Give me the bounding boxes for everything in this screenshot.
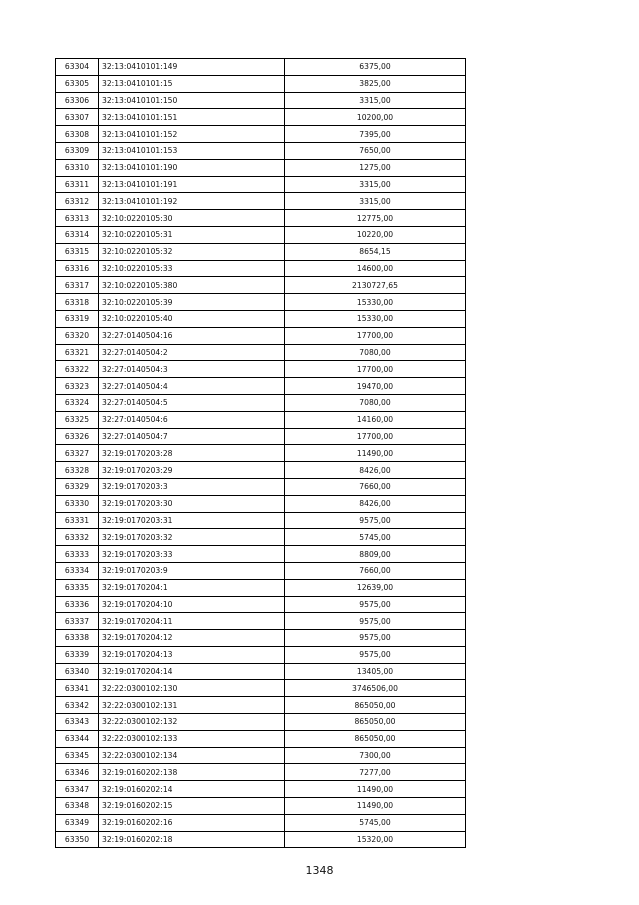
- table-row: [56, 781, 466, 798]
- value-cell: 11490,00: [285, 781, 466, 798]
- cadastral-number-cell: 32:10:0220105:39: [99, 294, 285, 311]
- row-number-cell: 63310: [56, 159, 99, 176]
- cadastral-number-cell: 32:22:0300102:132: [99, 714, 285, 731]
- row-number-cell: 63334: [56, 562, 99, 579]
- cadastral-number-cell: 32:19:0170204:1: [99, 579, 285, 596]
- cadastral-number-cell: 32:19:0170204:11: [99, 613, 285, 630]
- row-number-cell: 63319: [56, 310, 99, 327]
- cadastral-number-cell: 32:13:0410101:151: [99, 109, 285, 126]
- row-number-cell: 63347: [56, 781, 99, 798]
- value-cell: 14160,00: [285, 411, 466, 428]
- value-cell: 8654,15: [285, 243, 466, 260]
- value-cell: 9575,00: [285, 646, 466, 663]
- value-cell: 7660,00: [285, 478, 466, 495]
- row-number-cell: 63324: [56, 394, 99, 411]
- table-row: [56, 495, 466, 512]
- table-row: [56, 294, 466, 311]
- cadastral-number-cell: 32:19:0160202:16: [99, 814, 285, 831]
- table-row: [56, 562, 466, 579]
- table-row: [56, 226, 466, 243]
- row-number-cell: 63316: [56, 260, 99, 277]
- value-cell: 5745,00: [285, 529, 466, 546]
- cadastral-number-cell: 32:27:0140504:2: [99, 344, 285, 361]
- row-number-cell: 63346: [56, 764, 99, 781]
- row-number-cell: 63318: [56, 294, 99, 311]
- table-row: [56, 613, 466, 630]
- row-number-cell: 63335: [56, 579, 99, 596]
- row-number-cell: 63322: [56, 361, 99, 378]
- table-row: [56, 478, 466, 495]
- row-number-cell: 63344: [56, 730, 99, 747]
- value-cell: 5745,00: [285, 814, 466, 831]
- cadastral-number-cell: 32:19:0170203:30: [99, 495, 285, 512]
- cadastral-number-cell: 32:27:0140504:4: [99, 378, 285, 395]
- cadastral-number-cell: 32:19:0170203:28: [99, 445, 285, 462]
- table-row: [56, 327, 466, 344]
- value-cell: 7660,00: [285, 562, 466, 579]
- table-row: [56, 109, 466, 126]
- cadastral-number-cell: 32:19:0170203:3: [99, 478, 285, 495]
- value-cell: 12639,00: [285, 579, 466, 596]
- table-row: [56, 747, 466, 764]
- table-row: [56, 798, 466, 815]
- cadastral-number-cell: 32:10:0220105:33: [99, 260, 285, 277]
- value-cell: 9575,00: [285, 613, 466, 630]
- value-cell: 3315,00: [285, 176, 466, 193]
- cadastral-number-cell: 32:27:0140504:6: [99, 411, 285, 428]
- table-row: [56, 529, 466, 546]
- row-number-cell: 63323: [56, 378, 99, 395]
- row-number-cell: 63343: [56, 714, 99, 731]
- cadastral-number-cell: 32:10:0220105:380: [99, 277, 285, 294]
- value-cell: 3746506,00: [285, 680, 466, 697]
- value-cell: 7080,00: [285, 394, 466, 411]
- cadastral-number-cell: 32:19:0170204:10: [99, 596, 285, 613]
- value-cell: 9575,00: [285, 512, 466, 529]
- cadastral-number-cell: 32:13:0410101:152: [99, 126, 285, 143]
- row-number-cell: 63305: [56, 75, 99, 92]
- row-number-cell: 63320: [56, 327, 99, 344]
- value-cell: 7395,00: [285, 126, 466, 143]
- row-number-cell: 63325: [56, 411, 99, 428]
- value-cell: 10200,00: [285, 109, 466, 126]
- cadastral-number-cell: 32:19:0160202:18: [99, 831, 285, 848]
- row-number-cell: 63345: [56, 747, 99, 764]
- table-row: [56, 646, 466, 663]
- cadastral-number-cell: 32:19:0160202:14: [99, 781, 285, 798]
- table-row: [56, 428, 466, 445]
- row-number-cell: 63336: [56, 596, 99, 613]
- table-row: [56, 394, 466, 411]
- value-cell: 865050,00: [285, 730, 466, 747]
- row-number-cell: 63317: [56, 277, 99, 294]
- table-row: [56, 59, 466, 76]
- value-cell: 10220,00: [285, 226, 466, 243]
- value-cell: 8426,00: [285, 495, 466, 512]
- value-cell: 9575,00: [285, 630, 466, 647]
- table-body: [56, 59, 466, 848]
- table-row: [56, 512, 466, 529]
- value-cell: 11490,00: [285, 798, 466, 815]
- table-row: [56, 310, 466, 327]
- table-row: [56, 277, 466, 294]
- value-cell: 11490,00: [285, 445, 466, 462]
- row-number-cell: 63341: [56, 680, 99, 697]
- cadastral-number-cell: 32:10:0220105:40: [99, 310, 285, 327]
- row-number-cell: 63314: [56, 226, 99, 243]
- value-cell: 19470,00: [285, 378, 466, 395]
- cadastral-number-cell: 32:27:0140504:5: [99, 394, 285, 411]
- value-cell: 8809,00: [285, 546, 466, 563]
- table-row: [56, 243, 466, 260]
- table-row: [56, 411, 466, 428]
- table-row: [56, 260, 466, 277]
- row-number-cell: 63337: [56, 613, 99, 630]
- row-number-cell: 63307: [56, 109, 99, 126]
- table-row: [56, 663, 466, 680]
- row-number-cell: 63338: [56, 630, 99, 647]
- row-number-cell: 63331: [56, 512, 99, 529]
- value-cell: 7650,00: [285, 142, 466, 159]
- row-number-cell: 63329: [56, 478, 99, 495]
- cadastral-number-cell: 32:19:0160202:138: [99, 764, 285, 781]
- value-cell: 3825,00: [285, 75, 466, 92]
- cadastral-number-cell: 32:13:0410101:150: [99, 92, 285, 109]
- table-row: [56, 579, 466, 596]
- value-cell: 15330,00: [285, 294, 466, 311]
- cadastral-number-cell: 32:13:0410101:192: [99, 193, 285, 210]
- page-number: 1348: [305, 864, 334, 877]
- cadastral-number-cell: 32:19:0170204:13: [99, 646, 285, 663]
- cadastral-number-cell: 32:22:0300102:131: [99, 697, 285, 714]
- table-row: [56, 764, 466, 781]
- value-cell: 3315,00: [285, 193, 466, 210]
- cadastral-number-cell: 32:10:0220105:31: [99, 226, 285, 243]
- cadastral-number-cell: 32:19:0160202:15: [99, 798, 285, 815]
- row-number-cell: 63340: [56, 663, 99, 680]
- value-cell: 8426,00: [285, 462, 466, 479]
- cadastral-number-cell: 32:13:0410101:191: [99, 176, 285, 193]
- row-number-cell: 63304: [56, 59, 99, 76]
- cadastral-number-cell: 32:27:0140504:7: [99, 428, 285, 445]
- row-number-cell: 63348: [56, 798, 99, 815]
- table-row: [56, 445, 466, 462]
- row-number-cell: 63350: [56, 831, 99, 848]
- table-row: [56, 361, 466, 378]
- row-number-cell: 63333: [56, 546, 99, 563]
- cadastral-number-cell: 32:19:0170204:12: [99, 630, 285, 647]
- value-cell: 1275,00: [285, 159, 466, 176]
- table-row: [56, 210, 466, 227]
- cadastral-number-cell: 32:19:0170203:32: [99, 529, 285, 546]
- cadastral-number-cell: 32:19:0170203:31: [99, 512, 285, 529]
- value-cell: 13405,00: [285, 663, 466, 680]
- cadastral-number-cell: 32:19:0170204:14: [99, 663, 285, 680]
- row-number-cell: 63321: [56, 344, 99, 361]
- table-row: [56, 378, 466, 395]
- value-cell: 865050,00: [285, 697, 466, 714]
- cadastral-number-cell: 32:22:0300102:134: [99, 747, 285, 764]
- value-cell: 7080,00: [285, 344, 466, 361]
- table-row: [56, 730, 466, 747]
- row-number-cell: 63328: [56, 462, 99, 479]
- row-number-cell: 63313: [56, 210, 99, 227]
- table-row: [56, 126, 466, 143]
- value-cell: 7277,00: [285, 764, 466, 781]
- row-number-cell: 63342: [56, 697, 99, 714]
- row-number-cell: 63332: [56, 529, 99, 546]
- row-number-cell: 63311: [56, 176, 99, 193]
- table-row: [56, 92, 466, 109]
- value-cell: 17700,00: [285, 327, 466, 344]
- cadastral-number-cell: 32:13:0410101:149: [99, 59, 285, 76]
- table-row: [56, 159, 466, 176]
- table-row: [56, 75, 466, 92]
- cadastral-number-cell: 32:27:0140504:16: [99, 327, 285, 344]
- value-cell: 3315,00: [285, 92, 466, 109]
- value-cell: 17700,00: [285, 361, 466, 378]
- cadastral-number-cell: 32:27:0140504:3: [99, 361, 285, 378]
- value-cell: 2130727,65: [285, 277, 466, 294]
- cadastral-number-cell: 32:13:0410101:153: [99, 142, 285, 159]
- value-cell: 7300,00: [285, 747, 466, 764]
- cadastral-number-cell: 32:10:0220105:32: [99, 243, 285, 260]
- row-number-cell: 63315: [56, 243, 99, 260]
- row-number-cell: 63349: [56, 814, 99, 831]
- row-number-cell: 63326: [56, 428, 99, 445]
- table-row: [56, 697, 466, 714]
- value-cell: 12775,00: [285, 210, 466, 227]
- table-row: [56, 831, 466, 848]
- row-number-cell: 63312: [56, 193, 99, 210]
- table-row: [56, 596, 466, 613]
- row-number-cell: 63339: [56, 646, 99, 663]
- value-cell: 17700,00: [285, 428, 466, 445]
- table-row: [56, 462, 466, 479]
- table-row: [56, 680, 466, 697]
- cadastral-number-cell: 32:19:0170203:33: [99, 546, 285, 563]
- value-cell: 9575,00: [285, 596, 466, 613]
- value-cell: 6375,00: [285, 59, 466, 76]
- cadastral-number-cell: 32:10:0220105:30: [99, 210, 285, 227]
- table-row: [56, 193, 466, 210]
- table-row: [56, 142, 466, 159]
- value-cell: 15330,00: [285, 310, 466, 327]
- table-row: [56, 714, 466, 731]
- value-cell: 14600,00: [285, 260, 466, 277]
- table-row: [56, 344, 466, 361]
- cadastral-number-cell: 32:22:0300102:130: [99, 680, 285, 697]
- table-row: [56, 176, 466, 193]
- cadastral-number-cell: 32:19:0170203:9: [99, 562, 285, 579]
- cadastral-number-cell: 32:13:0410101:190: [99, 159, 285, 176]
- cadastral-number-cell: 32:19:0170203:29: [99, 462, 285, 479]
- row-number-cell: 63330: [56, 495, 99, 512]
- row-number-cell: 63306: [56, 92, 99, 109]
- table-row: [56, 814, 466, 831]
- value-cell: 865050,00: [285, 714, 466, 731]
- row-number-cell: 63309: [56, 142, 99, 159]
- value-cell: 15320,00: [285, 831, 466, 848]
- cadastral-number-cell: 32:13:0410101:15: [99, 75, 285, 92]
- row-number-cell: 63327: [56, 445, 99, 462]
- table-row: [56, 546, 466, 563]
- table-row: [56, 630, 466, 647]
- row-number-cell: 63308: [56, 126, 99, 143]
- cadastral-value-table: [55, 58, 466, 848]
- cadastral-number-cell: 32:22:0300102:133: [99, 730, 285, 747]
